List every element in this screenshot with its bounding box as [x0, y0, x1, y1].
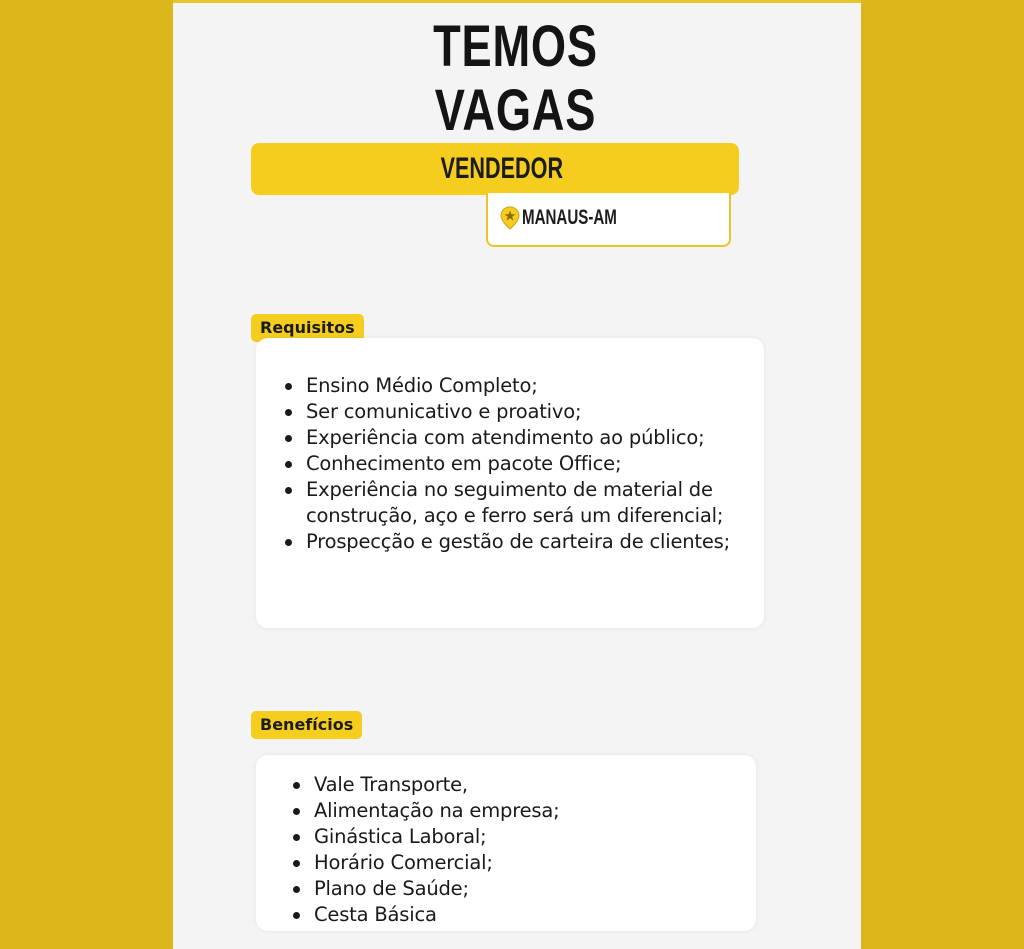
list-item: Experiência com atendimento ao público; — [282, 425, 744, 451]
list-item: Horário Comercial; — [290, 850, 730, 876]
job-title-banner — [251, 143, 739, 195]
list-item: Prospecção e gestão de carteira de clientes; — [282, 529, 744, 555]
list-item: Cesta Básica — [290, 902, 730, 928]
list-item: Plano de Saúde; — [290, 876, 730, 902]
list-item: Conhecimento em pacote Office; — [282, 451, 744, 477]
benefits-panel — [256, 755, 756, 931]
requirements-list — [282, 373, 744, 555]
list-item: Vale Transporte, — [290, 772, 730, 798]
list-item: Ginástica Laboral; — [290, 824, 730, 850]
benefits-list — [290, 772, 730, 928]
list-item: Alimentação na empresa; — [290, 798, 730, 824]
list-item: Ensino Médio Completo; — [282, 373, 744, 399]
list-item: Ser comunicativo e proativo; — [282, 399, 744, 425]
location-pin-icon — [500, 206, 520, 230]
list-item: Experiência no seguimento de material de construção, aço e ferro será um diferencial; — [282, 477, 744, 529]
benefits-tag: Benefícios — [251, 711, 362, 739]
location-box — [486, 193, 731, 247]
job-post-card — [173, 0, 861, 949]
requirements-panel — [256, 338, 764, 628]
headline-line-1: TEMOS — [433, 14, 598, 79]
location-label: MANAUS-AM — [522, 206, 617, 229]
job-title: VENDEDOR — [440, 152, 564, 185]
headline-line-2: VAGAS — [434, 78, 597, 143]
requirements-tag: Requisitos — [251, 314, 364, 342]
